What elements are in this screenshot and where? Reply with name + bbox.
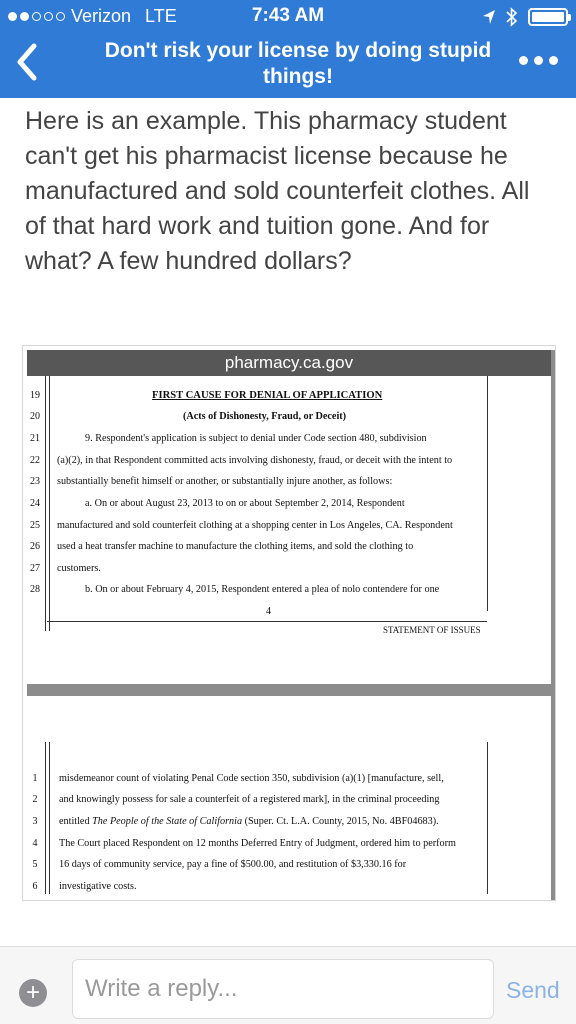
status-bar: [0, 0, 576, 32]
line-number: 26: [30, 541, 40, 552]
doc-line: investigative costs.: [59, 881, 137, 892]
add-attachment-button[interactable]: [19, 979, 47, 1007]
doc-line: a. On or about August 23, 2013 to on or about September 2, 2014, Respondent: [85, 498, 405, 509]
more-horizontal-icon: [519, 56, 528, 65]
document-page-2: [23, 742, 556, 901]
line-number: 2: [32, 794, 38, 805]
line-number: 22: [30, 455, 40, 466]
network-type: LTE: [145, 6, 177, 26]
line-number: 25: [30, 520, 40, 531]
reply-bar: [0, 946, 576, 1024]
chevron-left-icon: [14, 42, 40, 82]
doc-line: [59, 816, 439, 827]
doc-line: and knowingly possess for sale a counterfeit of a registered mark], in the criminal proceeding: [59, 794, 440, 805]
status-time: 7:43 AM: [251, 5, 325, 26]
page-title: Don't risk your license by doing stupid things!: [104, 39, 492, 88]
doc-line-suffix: (Super. Ct. L.A. County, 2015, No. 4BF04683).: [242, 816, 439, 827]
plus-icon: +: [25, 979, 40, 1006]
status-right: [482, 7, 568, 27]
line-number: 1: [32, 773, 38, 784]
line-number: 3: [32, 816, 38, 827]
location-arrow-icon: [482, 9, 496, 25]
doc-footer: STATEMENT OF ISSUES: [383, 625, 481, 635]
doc-line: used a heat transfer machine to manufacture the clothing items, and sold the clothing to: [57, 541, 414, 552]
doc-line: 16 days of community service, pay a fine of $500.00, and restitution of $3,330.16 for: [59, 859, 407, 870]
send-button[interactable]: Send: [506, 977, 560, 1003]
line-number: 6: [32, 881, 38, 892]
line-number: 20: [30, 411, 40, 422]
message-text: Here is an example. This pharmacy student can't get his pharmacist license because he manufactured and sold counterfeit clothes. All of that hard work and tuition gone. And for what? A few hundred dollars?: [25, 107, 530, 275]
doc-heading: FIRST CAUSE FOR DENIAL OF APPLICATION: [152, 390, 383, 401]
document-source-url: pharmacy.ca.gov: [27, 350, 551, 376]
document-image[interactable]: [22, 345, 556, 901]
doc-subheading: (Acts of Dishonesty, Fraud, or Deceit): [183, 411, 347, 422]
carrier-name: Verizon: [71, 6, 132, 26]
doc-line: customers.: [57, 563, 101, 574]
bluetooth-icon: [506, 7, 518, 27]
page-divider: [27, 684, 551, 696]
case-title: The People of the State of California: [92, 816, 243, 827]
doc-line: manufactured and sold counterfeit clothing at a shopping center in Los Angeles, CA. Respondent: [57, 520, 453, 531]
doc-line: misdemeanor count of violating Penal Code section 350, subdivision (a)(1) [manufacture, sell,: [59, 773, 444, 784]
line-number: 19: [30, 390, 40, 401]
more-options-button[interactable]: [519, 56, 558, 65]
line-number: 21: [30, 433, 40, 444]
line-number: 4: [32, 838, 38, 849]
doc-line: substantially benefit himself or another, or substantially injure another, as follows:: [57, 476, 393, 487]
app-header: [0, 0, 576, 98]
line-number: 23: [30, 476, 40, 487]
line-number: 27: [30, 563, 40, 574]
line-number: 5: [32, 859, 38, 870]
doc-line-prefix: entitled: [59, 816, 93, 827]
doc-line: b. On or about February 4, 2015, Respondent entered a plea of nolo contendere for one: [85, 584, 440, 595]
doc-line: 9. Respondent's application is subject to denial under Code section 480, subdivision: [85, 433, 427, 444]
line-number: 28: [30, 584, 40, 595]
doc-line: (a)(2), in that Respondent committed acts involving dishonesty, fraud, or deceit with the intent to: [57, 455, 453, 466]
doc-line: The Court placed Respondent on 12 months Deferred Entry of Judgment, ordered him to perform: [59, 838, 456, 849]
page-number: 4: [266, 606, 272, 617]
document-page-1: [23, 376, 556, 636]
reply-input[interactable]: [72, 959, 494, 1019]
battery-icon: [528, 8, 568, 26]
back-button[interactable]: [14, 42, 54, 86]
line-number: 24: [30, 498, 40, 509]
